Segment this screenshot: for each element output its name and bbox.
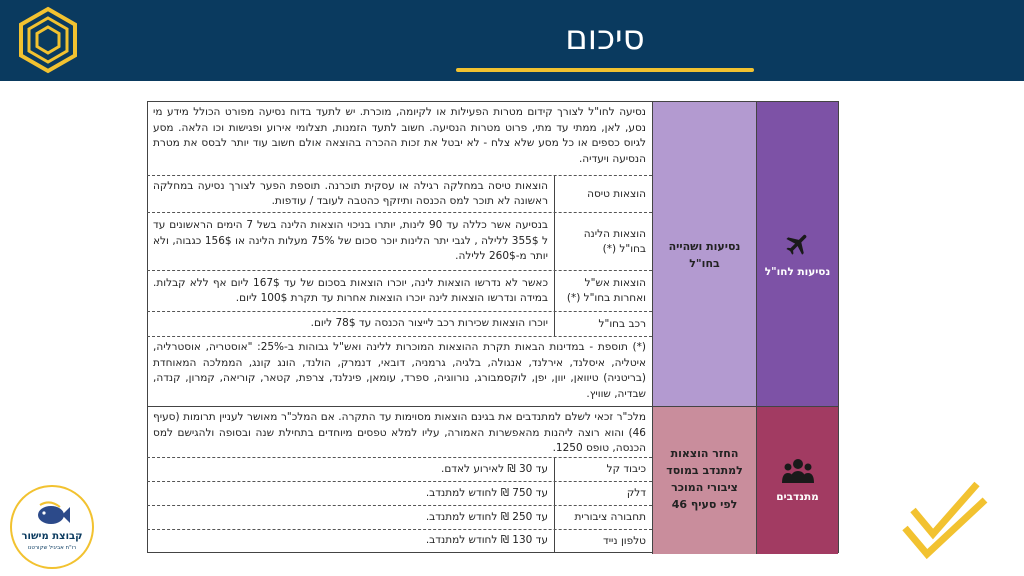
subcategory-travel-cell xyxy=(652,102,756,406)
category-travel-label: נסיעות לחו"ל xyxy=(764,266,831,278)
note-text: (*) תוספת - במדינות הבאות תקרת ההוצאות המוכרות ללינה ואש"ל גבוהות ב-25%: "אוסטריה, אוסטרליה, איטליה, איסלנד, אירלנד, אנגולה, בלגיה, גרמניה, דובאי, דנמרק, הולנד, הונג קונג, הממלכה המאוחדת (בריטניה) טיוואן, יוון, יפן, לוקסמבורג, נורווגיה, ספרד, עומאן, פינלנד, צרפת, קטאר, קוריאה, קמרון, קנדה, שבדיה, שוויץ. xyxy=(153,341,646,400)
table-row xyxy=(147,458,652,482)
table-row xyxy=(147,176,652,213)
title-underline xyxy=(456,68,754,72)
row-label: כיבוד קל xyxy=(554,458,652,481)
hexagon-logo-icon xyxy=(14,6,82,74)
row-label: תחבורה ציבורית xyxy=(554,506,652,529)
fish-logo-icon xyxy=(34,501,70,527)
row-label: הוצאות הלינה בחו"ל (*) xyxy=(554,213,652,270)
subcategory-travel-label: נסיעות ושהייה בחו"ל xyxy=(668,240,741,270)
group-people-icon xyxy=(782,457,814,485)
volunteer-intro-text: מלכ"ר זכאי לשלם למתנדבים את בגינם הוצאות מסוימות עד התקרה. אם המלכ"ר מאושר לעניין תרומות (סעיף 46) והוא רוצה ליהנות מהאפשרות האמורה, עליו למלא טפסים מיוחדים בתחילת שנה ובסופה ולהגישם למס הכנסה, טופס 1250. xyxy=(153,411,646,454)
row-label: טלפון נייד xyxy=(554,530,652,552)
row-label: רכב בחו"ל xyxy=(554,312,652,336)
category-volunteers-label: מתנדבים xyxy=(776,491,819,503)
category-volunteers-cell xyxy=(756,406,838,554)
row-text: הוצאות טיסה במחלקה רגילה או עסקית תוכרנה. תוספת הפער לצורך נסיעה במחלקה ראשונה לא תוכר למס הכנסה ותיזקף כהטבה לעובד / עודפות. xyxy=(153,179,548,207)
row-text: יוכרו הוצאות שכירות רכב לייצור הכנסה עד 78$ ליום. xyxy=(310,317,548,330)
logo-tagline: רו"ח אביגיל שקורטנו xyxy=(27,545,77,551)
airplane-icon xyxy=(784,230,812,258)
category-travel-cell xyxy=(756,102,838,406)
row-text: עד 130 ₪ לחודש למתנדב. xyxy=(425,534,548,547)
row-label: הוצאות אש"ל ואחרות בחו"ל (*) xyxy=(554,271,652,311)
row-label: הוצאות טיסה xyxy=(554,176,652,212)
logo-name: קבוצת מישור xyxy=(21,531,83,542)
row-label: דלק xyxy=(554,482,652,505)
intro-text: נסיעה לחו"ל לצורך קידום מטרות הפעילות או לקיומה, מוכרת. יש לתעד בדוח נסיעה מפורט הכולל מידע מי נסע, לאן, ממתי עד מתי, פרוט מטרות הנסיעה. חשוב לתעד הזמנות, תצלומי אירוע ופגישות וכו הלאה. מסע לגיוס כספים או כל מסע שלא צלח - לא יבטל את זכות ההכרה בהוצאה אולם חשוב עוד יותר לבסס את מטרת הנסיעה ויעדיה. xyxy=(153,106,646,165)
decorative-check-icon xyxy=(895,470,995,560)
table-row xyxy=(147,102,652,176)
row-text: בנסיעה אשר כללה עד 90 לינות, יותרו בניכוי הוצאות הלינה בשל 7 הימים הראשונים עד ל 355$ ללילה , לגבי יתר הלינות יוכר סכום של 75% מעלות הלינה או 156$ כגבוה, ולא יותר מ-260$ ללילה. xyxy=(153,219,549,263)
table-row xyxy=(147,530,652,552)
row-text: כאשר לא נדרשו הוצאות לינה, יוכרו הוצאות בסכום של עד 167$ ליום אף ללא קבלות. במידה ונדרשו הוצאות לינה יוכרו הוצאות אחרות עד תקרת 100$ ליום. xyxy=(153,276,548,304)
row-text: עד 30 ₪ לאירוע לאדם. xyxy=(441,462,548,475)
table-row xyxy=(147,213,652,271)
header-bar xyxy=(0,0,1024,81)
table-row xyxy=(147,482,652,506)
table-row xyxy=(147,406,652,458)
table-row xyxy=(147,271,652,312)
table-row xyxy=(147,506,652,530)
table-row xyxy=(147,312,652,337)
table-row xyxy=(147,337,652,406)
row-text: עד 250 ₪ לחודש למתנדב. xyxy=(425,510,548,523)
summary-table xyxy=(147,101,839,553)
row-text: עד 750 ₪ לחודש למתנדב. xyxy=(425,486,548,499)
subcategory-volunteers-cell xyxy=(652,406,756,554)
company-logo xyxy=(12,487,92,567)
page-title: סיכום xyxy=(565,18,645,58)
subcategory-volunteers-label: החזר הוצאות למתנדב במוסד ציבורי המוכר לפי סעיף 46 xyxy=(666,447,743,511)
